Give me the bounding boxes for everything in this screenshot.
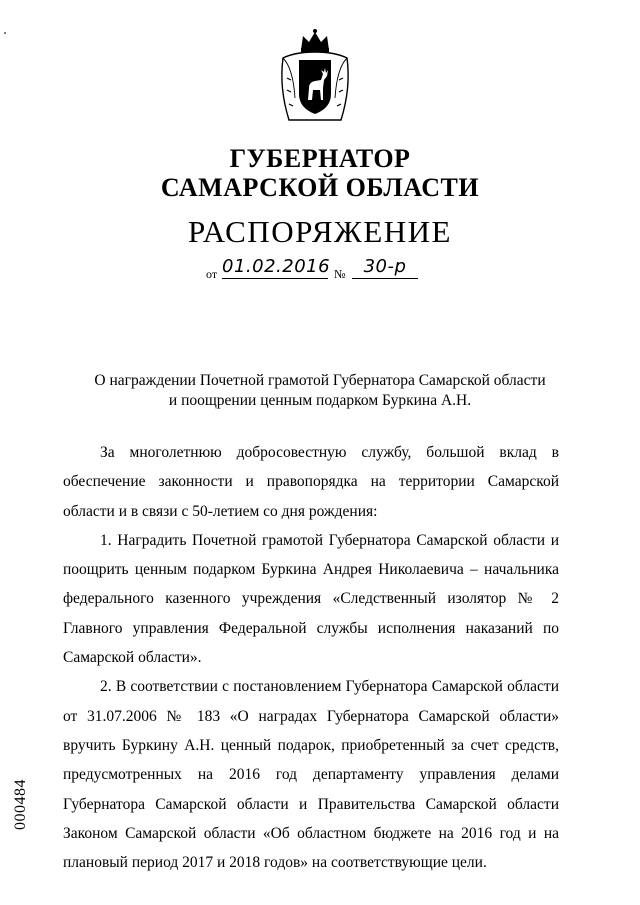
coat-of-arms-emblem [275, 28, 355, 124]
body-paragraph-1: 1. Наградить Почетной грамотой Губернатора Самарской области и поощрить ценным подарком Буркина Андрея Николаевича – начальника федерального казенного учреждения «Следственный изолятор № 2 Главного управления Федеральной службы исполнения наказаний по Самарской области». [63, 531, 559, 667]
margin-stamp-number: 000484 [12, 779, 29, 830]
authority-title-line1: ГУБЕРНАТОР [229, 144, 411, 173]
body-paragraph-preamble: За многолетнюю добросовестную службу, большой вклад в обеспечение законности и правопорядка на территории Самарской области и в связи с 50-летием со дня рождения: [63, 444, 559, 520]
date-prefix: от [206, 267, 218, 281]
body-paragraph-2: 2. В соответствии с постановлением Губернатора Самарской области от 31.07.2006 № 183 «О наградах Губернатора Самарской области» вручить Буркину А.Н. ценный подарок, приобретенный за счет средств, предусмотренных на 2016 год департаменту управления делами Губернатора Самарской области и Правительства Самарской области Законом Самарской области «Об областном бюджете на 2016 год и на плановый период 2017 и 2018 годов» на соответствующие цели. [63, 678, 559, 872]
document-type: РАСПОРЯЖЕНИЕ [188, 214, 452, 249]
title-line1: О награждении Почетной грамотой Губернатора Самарской области [94, 372, 546, 389]
registration-number: 30-р [352, 256, 418, 279]
title-line2: и поощрении ценным подарком Буркина А.Н. [168, 392, 472, 409]
registration-date: 01.02.2016 [222, 256, 331, 277]
document-title [0, 371, 640, 411]
authority-title-line2: САМАРСКОЙ ОБЛАСТИ [160, 173, 480, 202]
scan-speck [4, 32, 6, 34]
registration-line [200, 256, 440, 284]
number-prefix: № [334, 267, 346, 281]
document-body [63, 438, 559, 877]
